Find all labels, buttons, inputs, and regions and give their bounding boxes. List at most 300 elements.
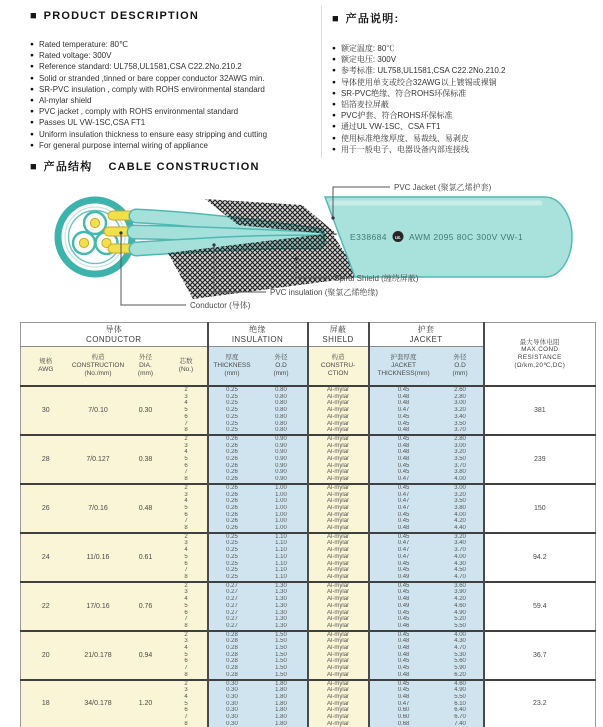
product-description-zh: [332, 10, 505, 155]
cell-jacket-od: 4.90: [438, 610, 484, 617]
cell-ins-od: 0.80: [256, 394, 308, 401]
cell-shield: Al-mylar: [308, 547, 369, 554]
cell-jacket-od: 4.60: [438, 603, 484, 610]
section-square-icon: ■: [30, 161, 37, 173]
table-row: [21, 533, 596, 541]
cell-awg: 30: [21, 386, 71, 435]
description-text: Rated temperature: 80℃: [38, 40, 128, 49]
cell-ins-thickness: 0.30: [208, 721, 256, 727]
cell-ins-thickness: 0.26: [208, 435, 256, 443]
cell-jacket-od: 2.60: [438, 386, 484, 394]
cell-ins-od: 1.30: [256, 596, 308, 603]
bullet-icon: ●: [332, 145, 336, 153]
section-square-icon: ■: [332, 13, 339, 25]
cell-ins-od: 1.50: [256, 638, 308, 645]
cell-cores: 8: [166, 574, 208, 582]
bullet-icon: ●: [30, 130, 34, 138]
cell-awg: 26: [21, 484, 71, 533]
cell-ins-thickness: 0.27: [208, 596, 256, 603]
cell-cores: 4: [166, 400, 208, 407]
cell-cores: 8: [166, 721, 208, 727]
cell-jacket-od: 4.20: [438, 596, 484, 603]
cell-construction: 17/0.16: [71, 582, 126, 631]
cell-jacket-od: 6.40: [438, 707, 484, 714]
cell-jacket-thickness: 0.48: [369, 449, 438, 456]
cell-resistance: 381: [484, 386, 596, 435]
cell-ins-thickness: 0.27: [208, 603, 256, 610]
cell-jacket-thickness: 0.45: [369, 665, 438, 672]
sub-header-dia: 外径 DIA. (mm): [126, 347, 166, 387]
cell-ins-thickness: 0.27: [208, 582, 256, 590]
cell-jacket-thickness: 0.45: [369, 658, 438, 665]
description-list-en: [30, 39, 267, 151]
description-item: [332, 43, 505, 54]
description-item: [30, 117, 267, 128]
bullet-icon: ●: [332, 112, 336, 120]
sub-header-ins-od: 外径 O.D (mm): [256, 347, 308, 387]
cell-shield: Al-mylar: [308, 386, 369, 394]
cell-jacket-od: 3.80: [438, 469, 484, 476]
cell-jacket-thickness: 0.45: [369, 469, 438, 476]
cell-ins-od: 1.10: [256, 554, 308, 561]
cell-cores: 3: [166, 638, 208, 645]
cell-ins-thickness: 0.28: [208, 638, 256, 645]
cell-ins-od: 1.00: [256, 525, 308, 533]
cell-ins-od: 0.80: [256, 427, 308, 435]
cell-jacket-od: 3.00: [438, 484, 484, 492]
cell-ins-thickness: 0.26: [208, 492, 256, 499]
cell-jacket-od: 4.40: [438, 525, 484, 533]
cell-jacket-od: 4.90: [438, 687, 484, 694]
cable-diagram: [0, 175, 603, 315]
section-square-icon: ■: [30, 10, 37, 22]
cell-shield: Al-mylar: [308, 525, 369, 533]
description-item: [30, 140, 267, 151]
cell-ins-od: 1.00: [256, 512, 308, 519]
description-text: Solid or stranded ,tinned or bare copper conductor 32AWG min.: [38, 73, 265, 83]
cell-jacket-thickness: 0.45: [369, 680, 438, 688]
cell-cores: 5: [166, 701, 208, 708]
cell-cores: 6: [166, 610, 208, 617]
cell-jacket-thickness: 0.68: [369, 721, 438, 727]
cell-jacket-thickness: 0.48: [369, 694, 438, 701]
description-text: Al-mylar shield: [38, 96, 92, 106]
awg-group-30: [21, 386, 596, 435]
description-item: [332, 54, 505, 65]
description-item: [332, 133, 505, 144]
cell-jacket-thickness: 0.49: [369, 603, 438, 610]
cell-shield: Al-mylar: [308, 484, 369, 492]
cell-ins-thickness: 0.26: [208, 498, 256, 505]
cell-cores: 2: [166, 386, 208, 394]
cell-shield: Al-mylar: [308, 672, 369, 680]
cell-dia: 0.94: [126, 631, 166, 680]
cell-jacket-thickness: 0.47: [369, 505, 438, 512]
cell-jacket-od: 6.70: [438, 714, 484, 721]
cell-ins-thickness: 0.25: [208, 427, 256, 435]
cell-ins-od: 0.90: [256, 469, 308, 476]
cell-ins-thickness: 0.27: [208, 623, 256, 631]
cell-ins-thickness: 0.30: [208, 701, 256, 708]
cell-awg: 28: [21, 435, 71, 484]
construction-title-en: CABLE CONSTRUCTION: [108, 161, 260, 173]
cell-cores: 4: [166, 694, 208, 701]
description-item: [332, 110, 505, 121]
cell-cores: 8: [166, 672, 208, 680]
cell-construction: 7/0.16: [71, 484, 126, 533]
cell-awg: 22: [21, 582, 71, 631]
description-item: [30, 129, 267, 140]
cell-jacket-od: 3.70: [438, 547, 484, 554]
spec-table: [20, 322, 596, 727]
cell-cores: 5: [166, 603, 208, 610]
cell-cores: 5: [166, 652, 208, 659]
description-item: [332, 65, 505, 76]
cell-ins-od: 1.50: [256, 631, 308, 639]
cell-shield: Al-mylar: [308, 518, 369, 525]
table-row: [21, 582, 596, 590]
description-text: Rated voltage: 300V: [38, 51, 112, 61]
description-item: [30, 73, 267, 84]
cell-jacket-thickness: 0.48: [369, 394, 438, 401]
cell-jacket-od: 3.20: [438, 533, 484, 541]
cell-dia: 0.76: [126, 582, 166, 631]
section-title-en: [30, 10, 267, 22]
cell-construction: 11/0.16: [71, 533, 126, 582]
description-text: 通过UL VW-1SC、CSA FT1: [340, 122, 441, 132]
cell-ins-thickness: 0.25: [208, 540, 256, 547]
cell-cores: 2: [166, 631, 208, 639]
cell-shield: Al-mylar: [308, 435, 369, 443]
cell-cores: 8: [166, 525, 208, 533]
construction-section-title: [30, 158, 260, 174]
cell-ins-od: 1.00: [256, 492, 308, 499]
cell-jacket-thickness: 0.47: [369, 476, 438, 484]
cell-ins-od: 1.30: [256, 589, 308, 596]
cell-construction: 7/0.10: [71, 386, 126, 435]
cell-awg: 24: [21, 533, 71, 582]
cell-ins-od: 1.10: [256, 567, 308, 574]
cell-awg: 18: [21, 680, 71, 727]
cell-jacket-od: 3.70: [438, 463, 484, 470]
cell-jacket-thickness: 0.47: [369, 701, 438, 708]
cell-cores: 7: [166, 469, 208, 476]
cell-shield: Al-mylar: [308, 707, 369, 714]
cell-cores: 3: [166, 443, 208, 450]
description-item: [30, 50, 267, 61]
cell-dia: 0.48: [126, 484, 166, 533]
description-text: PVC护套、符合ROHS环保标准: [340, 111, 453, 121]
cell-jacket-od: 3.20: [438, 407, 484, 414]
cell-cores: 6: [166, 414, 208, 421]
description-text: 额定电压: 300V: [340, 55, 397, 65]
cell-jacket-thickness: 0.45: [369, 631, 438, 639]
cell-shield: Al-mylar: [308, 582, 369, 590]
cell-jacket-thickness: 0.47: [369, 547, 438, 554]
cell-jacket-od: 6.20: [438, 672, 484, 680]
group-header-insulation: 绝缘 INSULATION: [208, 323, 308, 347]
cell-cores: 6: [166, 512, 208, 519]
cell-cores: 3: [166, 687, 208, 694]
table-row: [21, 386, 596, 394]
cell-jacket-thickness: 0.60: [369, 714, 438, 721]
jacket-marking-suffix: AWM 2095 80C 300V VW-1: [409, 232, 524, 242]
cell-ins-od: 0.80: [256, 386, 308, 394]
cell-jacket-od: 4.30: [438, 638, 484, 645]
cell-jacket-thickness: 0.45: [369, 435, 438, 443]
cell-cores: 4: [166, 645, 208, 652]
cell-ins-od: 0.90: [256, 449, 308, 456]
description-text: 额定温度: 80℃: [340, 44, 395, 53]
cell-jacket-thickness: 0.45: [369, 518, 438, 525]
cell-shield: Al-mylar: [308, 567, 369, 574]
cell-jacket-od: 3.50: [438, 498, 484, 505]
cell-ins-od: 1.00: [256, 498, 308, 505]
description-item: [30, 39, 267, 50]
section-title-zh: [332, 10, 505, 26]
cell-ins-thickness: 0.25: [208, 400, 256, 407]
cell-jacket-od: 2.80: [438, 394, 484, 401]
cell-jacket-thickness: 0.45: [369, 616, 438, 623]
ul-mark-icon: [393, 231, 404, 242]
description-text: Uniform insulation thickness to ensure easy stripping and cutting: [38, 129, 268, 139]
description-text: 用于一般电子、电器设备内部连接线: [340, 144, 469, 154]
cell-jacket-thickness: 0.46: [369, 623, 438, 631]
cell-jacket-thickness: 0.47: [369, 492, 438, 499]
cell-ins-od: 1.10: [256, 540, 308, 547]
cell-ins-thickness: 0.25: [208, 567, 256, 574]
cell-shield: Al-mylar: [308, 449, 369, 456]
cell-jacket-thickness: 0.45: [369, 561, 438, 568]
cell-jacket-od: 3.50: [438, 421, 484, 428]
cell-ins-thickness: 0.27: [208, 616, 256, 623]
bullet-icon: ●: [332, 123, 336, 131]
cell-ins-od: 0.80: [256, 414, 308, 421]
cell-shield: Al-mylar: [308, 456, 369, 463]
section-title-text-en: PRODUCT DESCRIPTION: [43, 10, 200, 22]
awg-group-22: [21, 582, 596, 631]
cell-ins-thickness: 0.26: [208, 456, 256, 463]
bullet-icon: ●: [30, 74, 34, 82]
cell-shield: Al-mylar: [308, 596, 369, 603]
cell-jacket-thickness: 0.45: [369, 512, 438, 519]
cell-cores: 3: [166, 492, 208, 499]
description-item: [30, 106, 267, 117]
description-text: SR-PVC insulation , comply with ROHS environmental standard: [38, 84, 265, 94]
cell-jacket-od: 4.00: [438, 512, 484, 519]
cell-jacket-od: 3.20: [438, 492, 484, 499]
description-text: 使用标准绝缘厚度、易裁线、易剥皮: [340, 133, 469, 143]
cell-ins-od: 1.80: [256, 701, 308, 708]
description-item: [332, 121, 505, 132]
cell-jacket-thickness: 0.45: [369, 484, 438, 492]
cell-ins-od: 0.80: [256, 421, 308, 428]
cell-resistance: 59.4: [484, 582, 596, 631]
group-header-resistance: 最大导体电阻 MAX.COND RESISTANCE (Ω/km,20℃,DC): [484, 323, 596, 387]
description-text: 导体使用单支或绞合32AWG以上镀锡或裸铜: [340, 77, 497, 87]
cell-jacket-thickness: 0.47: [369, 554, 438, 561]
cell-jacket-thickness: 0.60: [369, 707, 438, 714]
cell-cores: 7: [166, 616, 208, 623]
cell-ins-thickness: 0.28: [208, 672, 256, 680]
description-item: [30, 95, 267, 106]
cell-jacket-od: 7.40: [438, 721, 484, 727]
description-item: [332, 99, 505, 110]
section-title-text-zh: 产品说明:: [345, 13, 400, 25]
cell-shield: Al-mylar: [308, 469, 369, 476]
cell-jacket-thickness: 0.48: [369, 525, 438, 533]
description-text: SR-PVC绝缘、符合ROHS环保标准: [340, 88, 467, 98]
cell-ins-od: 1.80: [256, 694, 308, 701]
awg-group-20: [21, 631, 596, 680]
description-text: Passes UL VW-1SC,CSA FT1: [38, 118, 146, 128]
cell-jacket-thickness: 0.49: [369, 574, 438, 582]
cell-cores: 2: [166, 533, 208, 541]
cell-ins-od: 1.30: [256, 616, 308, 623]
cell-cores: 5: [166, 505, 208, 512]
cell-jacket-thickness: 0.45: [369, 589, 438, 596]
bullet-icon: ●: [30, 141, 34, 149]
cell-jacket-od: 4.20: [438, 518, 484, 525]
cell-ins-thickness: 0.27: [208, 610, 256, 617]
bullet-icon: ●: [332, 78, 336, 86]
cell-cores: 2: [166, 582, 208, 590]
cell-ins-thickness: 0.28: [208, 631, 256, 639]
cell-jacket-thickness: 0.47: [369, 540, 438, 547]
cell-ins-thickness: 0.25: [208, 574, 256, 582]
cell-jacket-thickness: 0.45: [369, 567, 438, 574]
cell-ins-thickness: 0.26: [208, 518, 256, 525]
cell-shield: Al-mylar: [308, 476, 369, 484]
cell-shield: Al-mylar: [308, 427, 369, 435]
cell-ins-od: 0.90: [256, 463, 308, 470]
cell-shield: Al-mylar: [308, 658, 369, 665]
cell-ins-thickness: 0.25: [208, 407, 256, 414]
cell-shield: Al-mylar: [308, 554, 369, 561]
cell-ins-od: 0.90: [256, 443, 308, 450]
table-row: [21, 484, 596, 492]
cell-cores: 8: [166, 623, 208, 631]
cell-shield: Al-mylar: [308, 665, 369, 672]
cell-dia: 0.30: [126, 386, 166, 435]
cell-ins-thickness: 0.28: [208, 645, 256, 652]
cell-jacket-od: 3.80: [438, 505, 484, 512]
pvc-jacket: [325, 197, 572, 277]
cell-jacket-thickness: 0.48: [369, 638, 438, 645]
cell-jacket-thickness: 0.45: [369, 610, 438, 617]
cell-cores: 7: [166, 421, 208, 428]
cell-shield: Al-mylar: [308, 687, 369, 694]
cell-ins-od: 1.10: [256, 533, 308, 541]
cell-ins-thickness: 0.25: [208, 561, 256, 568]
cell-cores: 4: [166, 596, 208, 603]
cell-shield: Al-mylar: [308, 533, 369, 541]
cell-jacket-od: 3.00: [438, 443, 484, 450]
cell-jacket-thickness: 0.48: [369, 443, 438, 450]
group-header-shield: 屏蔽 SHIELD: [308, 323, 369, 347]
cell-ins-thickness: 0.30: [208, 694, 256, 701]
cell-cores: 5: [166, 407, 208, 414]
cell-jacket-thickness: 0.48: [369, 456, 438, 463]
description-item: [30, 61, 267, 72]
cell-jacket-thickness: 0.48: [369, 645, 438, 652]
cell-jacket-thickness: 0.45: [369, 533, 438, 541]
cell-ins-od: 1.10: [256, 574, 308, 582]
cell-jacket-od: 4.50: [438, 567, 484, 574]
cell-ins-thickness: 0.26: [208, 512, 256, 519]
cell-ins-od: 1.50: [256, 652, 308, 659]
cell-jacket-thickness: 0.48: [369, 652, 438, 659]
cell-jacket-od: 5.90: [438, 665, 484, 672]
cell-ins-thickness: 0.26: [208, 463, 256, 470]
sub-header-construction: 构造 CONSTRUCTION (No./mm): [71, 347, 126, 387]
cell-ins-od: 0.80: [256, 407, 308, 414]
sub-header-jacket-thickness: 护套厚度 JACKET THICKNESS(mm): [369, 347, 438, 387]
cell-cores: 3: [166, 394, 208, 401]
bullet-icon: ●: [332, 67, 336, 75]
cell-ins-thickness: 0.30: [208, 714, 256, 721]
description-item: [332, 77, 505, 88]
cell-shield: Al-mylar: [308, 694, 369, 701]
cell-jacket-od: 4.00: [438, 631, 484, 639]
cell-ins-thickness: 0.26: [208, 505, 256, 512]
cell-construction: 7/0.127: [71, 435, 126, 484]
cell-shield: Al-mylar: [308, 589, 369, 596]
group-header-row: [21, 323, 596, 347]
construction-title-zh: 产品结构: [43, 161, 93, 173]
cell-jacket-od: 2.80: [438, 435, 484, 443]
description-list-zh: [332, 43, 505, 155]
cell-shield: Al-mylar: [308, 645, 369, 652]
cell-jacket-thickness: 0.48: [369, 400, 438, 407]
cell-shield: Al-mylar: [308, 701, 369, 708]
cell-shield: Al-mylar: [308, 561, 369, 568]
cell-jacket-od: 4.60: [438, 680, 484, 688]
cell-jacket-thickness: 0.47: [369, 407, 438, 414]
cell-jacket-thickness: 0.48: [369, 596, 438, 603]
cell-jacket-od: 5.60: [438, 658, 484, 665]
cell-jacket-thickness: 0.45: [369, 414, 438, 421]
cell-shield: Al-mylar: [308, 394, 369, 401]
cell-ins-od: 1.30: [256, 603, 308, 610]
cell-ins-od: 1.50: [256, 672, 308, 680]
cell-cores: 8: [166, 476, 208, 484]
cell-resistance: 239: [484, 435, 596, 484]
description-text: 铝箔麦拉屏蔽: [340, 100, 389, 110]
cell-ins-thickness: 0.26: [208, 443, 256, 450]
cell-ins-od: 1.00: [256, 505, 308, 512]
bullet-icon: ●: [30, 108, 34, 116]
group-header-jacket: 护套 JACKET: [369, 323, 484, 347]
cell-cores: 8: [166, 427, 208, 435]
cable-3d-view: [104, 197, 572, 299]
bullet-icon: ●: [30, 52, 34, 60]
cell-ins-od: 1.10: [256, 547, 308, 554]
cell-resistance: 94.2: [484, 533, 596, 582]
bullet-icon: ●: [30, 97, 34, 105]
sub-header-cores: 芯数 (No.): [166, 347, 208, 387]
cell-dia: 0.38: [126, 435, 166, 484]
cell-jacket-od: 4.30: [438, 561, 484, 568]
cell-ins-thickness: 0.30: [208, 687, 256, 694]
cell-shield: Al-mylar: [308, 603, 369, 610]
cell-ins-od: 0.80: [256, 400, 308, 407]
cell-ins-thickness: 0.25: [208, 547, 256, 554]
cell-ins-od: 1.80: [256, 721, 308, 727]
cell-shield: Al-mylar: [308, 498, 369, 505]
cell-ins-od: 1.80: [256, 707, 308, 714]
cell-shield: Al-mylar: [308, 400, 369, 407]
